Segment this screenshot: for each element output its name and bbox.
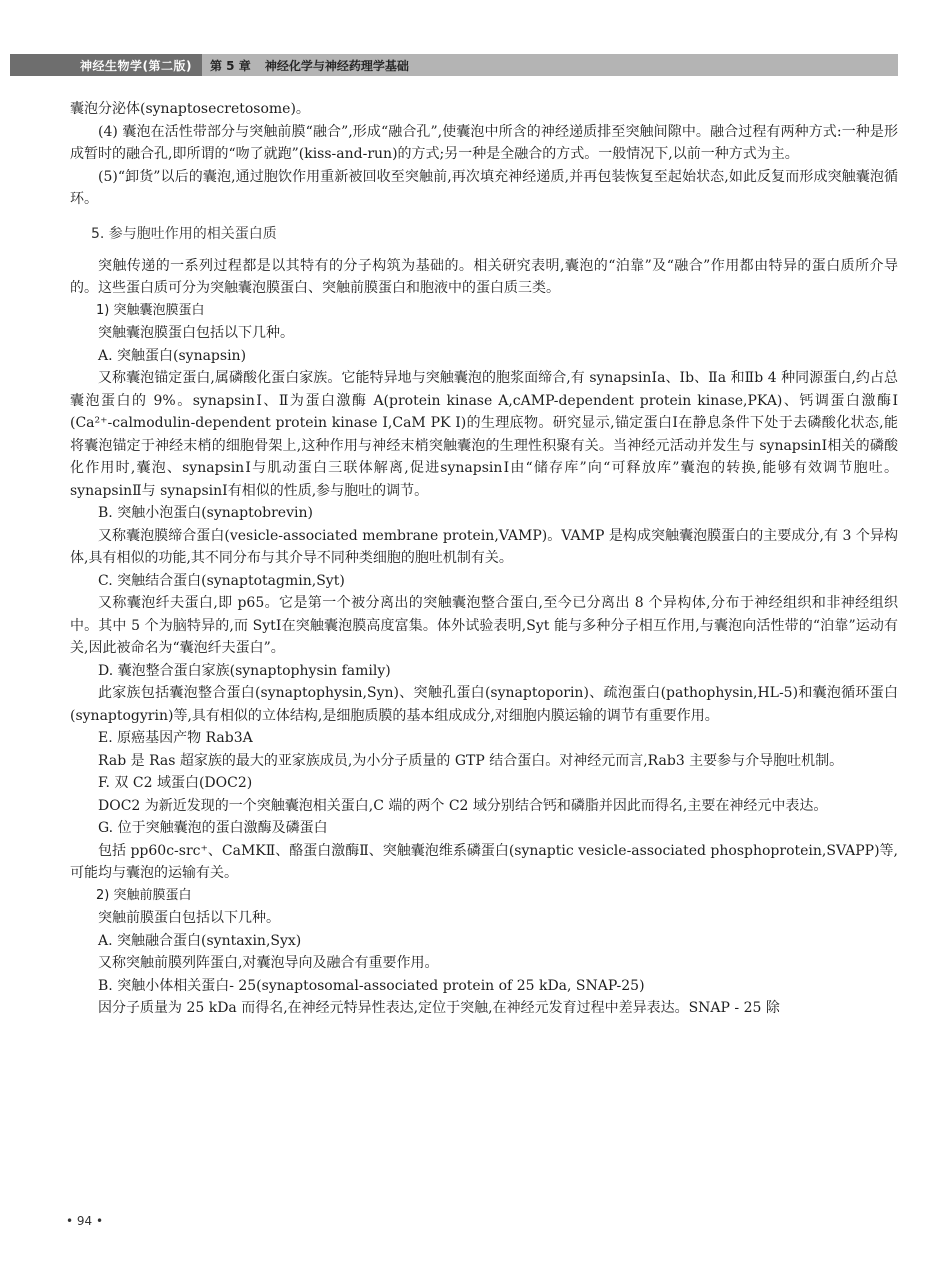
subheading-presynaptic-proteins: 2) 突触前膜蛋白 xyxy=(96,887,192,903)
section-intro: 突触传递的一系列过程都是以其特有的分子构筑为基础的。相关研究表明,囊泡的“泊靠”及“融合”作用都由特异的蛋白质所介导的。这些蛋白质可分为突触囊泡膜蛋白、突触前膜蛋白和胞液中的蛋白质三类。 xyxy=(70,257,898,296)
item-text: Rab 是 Ras 超家族的最大的亚家族成员,为小分子质量的 GTP 结合蛋白。对神经元而言,Rab3 主要参与介导胞吐机制。 xyxy=(98,752,844,769)
item-title: C. 突触结合蛋白(synaptotagmin,Syt) xyxy=(98,572,345,589)
item-title: E. 原癌基因产物 Rab3A xyxy=(98,730,253,746)
item-title: D. 囊泡整合蛋白家族(synaptophysin family) xyxy=(98,662,391,679)
chapter-title: 神经化学与神经药理学基础 xyxy=(264,58,409,73)
book-title: 神经生物学(第二版) xyxy=(10,54,202,76)
item-text: 又称囊泡锚定蛋白,属磷酸化蛋白家族。它能特异地与突触囊泡的胞浆面缔合,有 synapsinⅠa、Ⅰb、Ⅱa 和Ⅱb 4 种同源蛋白,约占总囊泡蛋白的 9%。synapsinⅠ、Ⅱ为蛋白激酶 A(protein kinase A,cAMP-dependent protein kinase,PKA)、钙调蛋白激酶Ⅰ (Ca²⁺-calmodulin-dependent protein kinase I,CaM PK I)的生理底物。研究显示,锚定蛋白Ⅰ在静息条件下处于去磷酸化状态,能将囊泡锚定于神经末梢的细胞骨架上,这种作用与神经末梢突触囊泡的生理性积聚有关。当神经元活动并发生与 synapsinⅠ相关的磷酸化作用时,囊泡、synapsinⅠ与肌动蛋白三联体解离,促进synapsinⅠ由“储存库”向“可释放库”囊泡的转换,能够有效调节胞吐。synapsinⅡ与 synapsinⅠ有相似的性质,参与胞吐的调节。 xyxy=(70,370,898,499)
item-text: DOC2 为新近发现的一个突触囊泡相关蛋白,C 端的两个 C2 域分别结合钙和磷脂并因此而得名,主要在神经元中表达。 xyxy=(98,797,828,814)
chapter-heading xyxy=(202,57,409,74)
running-header xyxy=(10,54,898,76)
item-title: F. 双 C2 域蛋白(DOC2) xyxy=(98,775,253,791)
item-title: B. 突触小泡蛋白(synaptobrevin) xyxy=(98,505,313,521)
item-title: A. 突触融合蛋白(syntaxin,Syx) xyxy=(98,932,302,949)
item-text: 包括 pp60c-src⁺、CaMKⅡ、酪蛋白激酶Ⅱ、突触囊泡维系磷蛋白(synaptic vesicle-associated phosphoprotein,SVAPP)等,可能均与囊泡的运输有关。 xyxy=(70,842,898,881)
item-text: 又称囊泡膜缔合蛋白(vesicle-associated membrane protein,VAMP)。VAMP 是构成突触囊泡膜蛋白的主要成分,有 3 个异构体,具有相似的功能,其不同分布与其介导不同种类细胞的胞吐机制有关。 xyxy=(70,527,898,566)
paragraph-continuation: 囊泡分泌体(synaptosecretosome)。 xyxy=(70,101,310,117)
chapter-number: 第 5 章 xyxy=(209,58,251,73)
section-heading: 5. 参与胞吐作用的相关蛋白质 xyxy=(91,225,277,242)
item-text: 因分子质量为 25 kDa 而得名,在神经元特异性表达,定位于突触,在神经元发育过程中差异表达。SNAP - 25 除 xyxy=(98,1000,780,1016)
item-title: B. 突触小体相关蛋白- 25(synaptosomal-associated protein of 25 kDa, SNAP-25) xyxy=(98,977,645,994)
item-text: 又称囊泡纤夫蛋白,即 p65。它是第一个被分离出的突触囊泡整合蛋白,至今已分离出 8 个异构体,分布于神经组织和非神经组织中。其中 5 个为脑特异的,而 SytⅠ在突触囊泡膜高度富集。体外试验表明,Syt 能与多种分子相互作用,与囊泡向活性带的“泊靠”运动有关,因此被命名为“囊泡纤夫蛋白”。 xyxy=(70,595,898,656)
presynaptic-intro: 突触前膜蛋白包括以下几种。 xyxy=(98,910,280,926)
paragraph-step-4: (4) 囊泡在活性带部分与突触前膜“融合”,形成“融合孔”,使囊泡中所含的神经递质排至突触间隙中。融合过程有两种方式:一种是形成暂时的融合孔,即所谓的“吻了就跑”(kiss-and-run)的方式;另一种是全融合的方式。一般情况下,以前一种方式为主。 xyxy=(70,123,898,162)
page-body xyxy=(70,98,898,1020)
item-text: 又称突触前膜列阵蛋白,对囊泡导向及融合有重要作用。 xyxy=(98,955,439,971)
page-number: • 94 • xyxy=(66,1214,104,1228)
vesicle-intro: 突触囊泡膜蛋白包括以下几种。 xyxy=(98,325,294,341)
item-text: 此家族包括囊泡整合蛋白(synaptophysin,Syn)、突触孔蛋白(synaptoporin)、疏泡蛋白(pathophysin,HL-5)和囊泡循环蛋白(synaptogyrin)等,具有相似的立体结构,是细胞质膜的基本组成成分,对细胞内膜运输的调节有重要作用。 xyxy=(70,685,898,724)
item-title: A. 突触蛋白(synapsin) xyxy=(98,347,247,364)
paragraph-step-5: (5)“卸货”以后的囊泡,通过胞饮作用重新被回收至突触前,再次填充神经递质,并再包装恢复至起始状态,如此反复而形成突触囊泡循环。 xyxy=(70,168,898,207)
subheading-vesicle-proteins: 1) 突触囊泡膜蛋白 xyxy=(96,302,205,318)
item-title: G. 位于突触囊泡的蛋白激酶及磷蛋白 xyxy=(98,820,328,836)
